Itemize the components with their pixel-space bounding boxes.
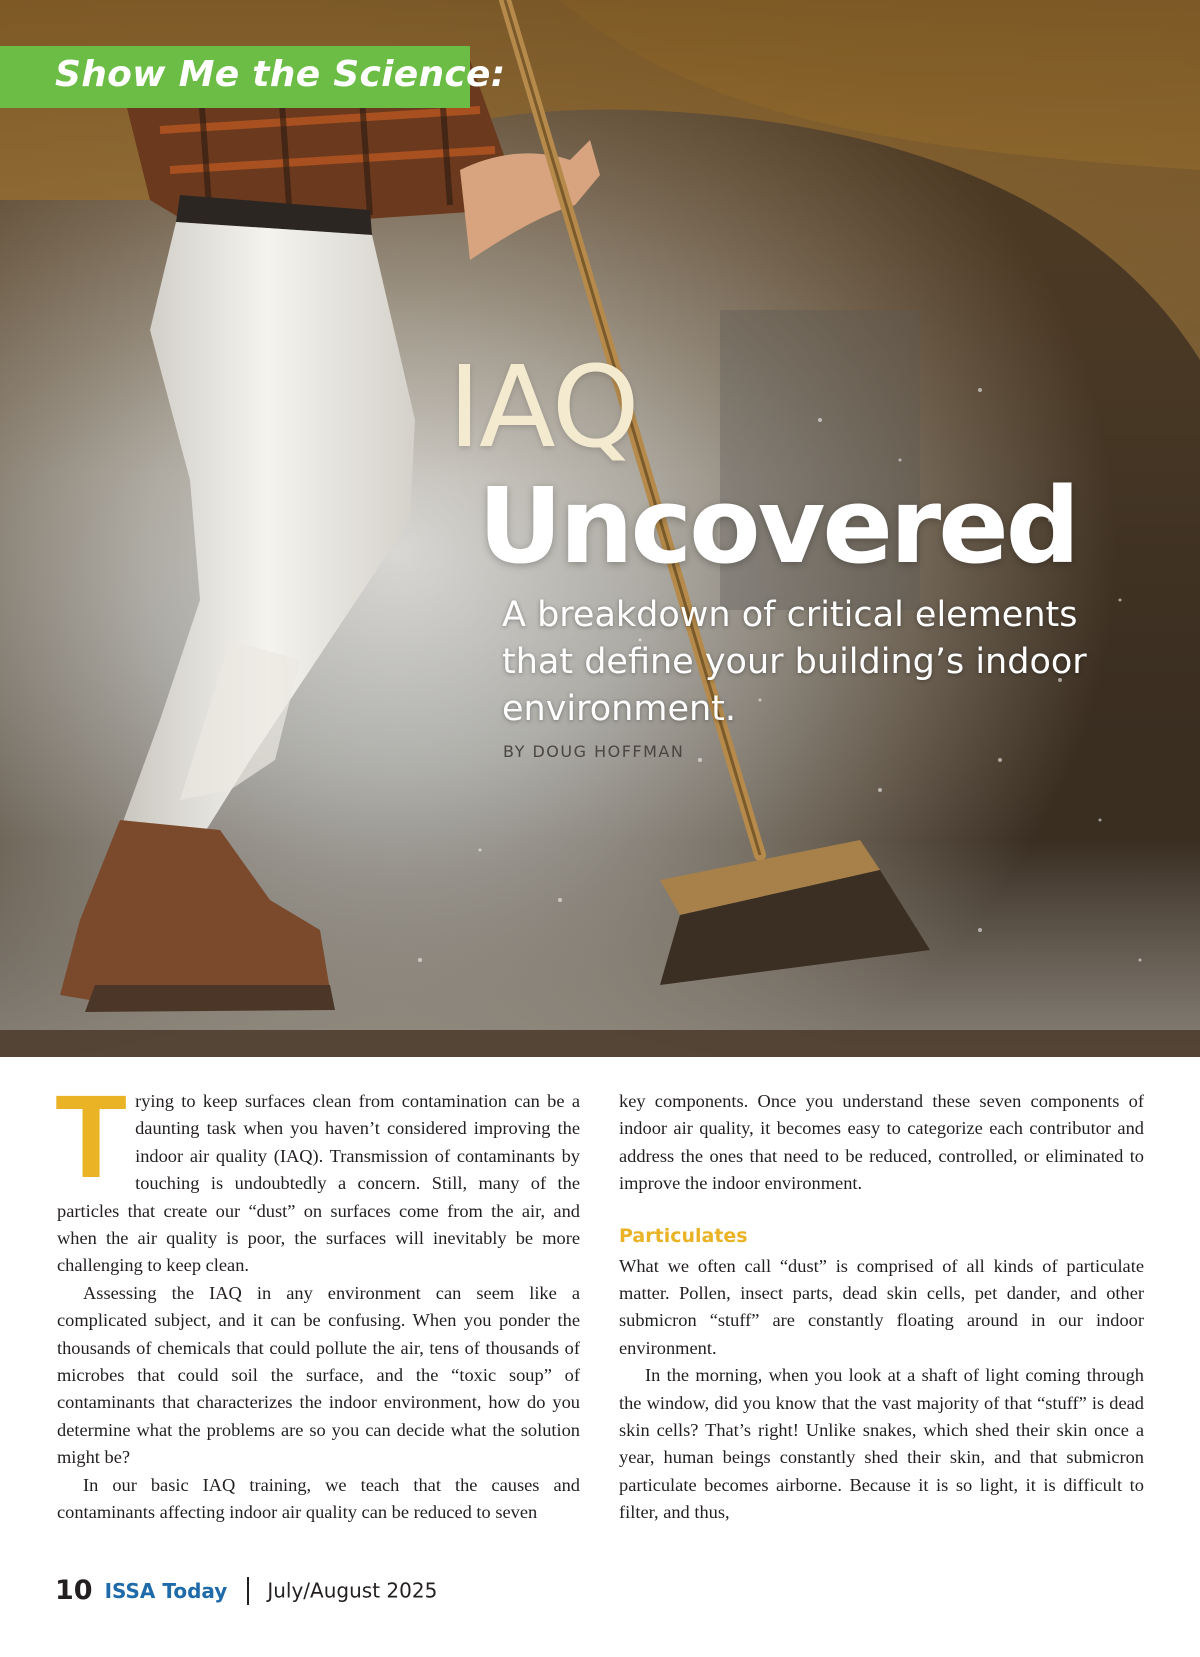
- footer-divider: [247, 1577, 249, 1605]
- paragraph-4: key components. Once you understand these seven components of indoor air quality, it becomes easy to categorize each contributor and address the ones that need to be reduced, controlled, or eliminated to improve the indoor environment.: [619, 1091, 1144, 1194]
- paragraph-5: What we often call “dust” is comprised of all kinds of particulate matter. Pollen, insect parts, dead skin cells, pet dander, and other submicron “stuff” are constantly floating around in our indoor environment.: [619, 1255, 1144, 1358]
- intro-text: rying to keep surfaces clean from contamination can be a daunting task when you haven’t considered improving the indoor air quality (IAQ). Transmission of contaminants by touching is undoubtedly a concern. Still, many of the particles that create our “dust” on surfaces come from the air, and when the air quality is poor, the surfaces will inevitably be more challenging to keep clean.: [57, 1091, 580, 1276]
- headline-line-1: IAQ: [448, 343, 638, 473]
- section-kicker: [0, 46, 506, 108]
- kicker-text: Show Me the Science:: [55, 54, 506, 95]
- deck-subtitle: A breakdown of critical elements that define your building’s indoor environment.: [502, 595, 1087, 729]
- magazine-name: ISSA Today: [104, 1578, 228, 1603]
- paragraph-2: Assessing the IAQ in any environment can seem like a complicated subject, and it can be confusing. When you ponder the thousands of chemicals that could pollute the air, tens of thousands of microbes that could soil the surface, and the “toxic soup” of contaminants that characterizes the indoor environment, how do you determine what the problems are so you can decide what the solution might be?: [57, 1282, 580, 1468]
- byline: BY DOUG HOFFMAN: [503, 742, 685, 761]
- article-column-2: [619, 1088, 1144, 1527]
- issue-date: July/August 2025: [267, 1578, 438, 1603]
- drop-cap: T: [55, 1071, 128, 1203]
- page-number: 10: [55, 1575, 93, 1606]
- paragraph-6: In the morning, when you look at a shaft of light coming through the window, did you know that the vast majority of that “stuff” is dead skin cells? That’s right! Unlike snakes, which shed their skin once a year, human beings constantly shed their skin, and that submicron particulate becomes airborne. Because it is so light, it is difficult to filter, and thus,: [619, 1365, 1144, 1523]
- subhead-particulates: Particulates: [619, 1224, 748, 1247]
- paragraph-3: In our basic IAQ training, we teach that the causes and contaminants affecting indoor air quality can be reduced to seven: [57, 1474, 580, 1523]
- page-footer: [55, 1575, 437, 1615]
- article-column-1: [55, 1071, 580, 1527]
- headline-line-2: Uncovered: [478, 465, 1078, 587]
- paragraph-intro: [55, 1071, 580, 1280]
